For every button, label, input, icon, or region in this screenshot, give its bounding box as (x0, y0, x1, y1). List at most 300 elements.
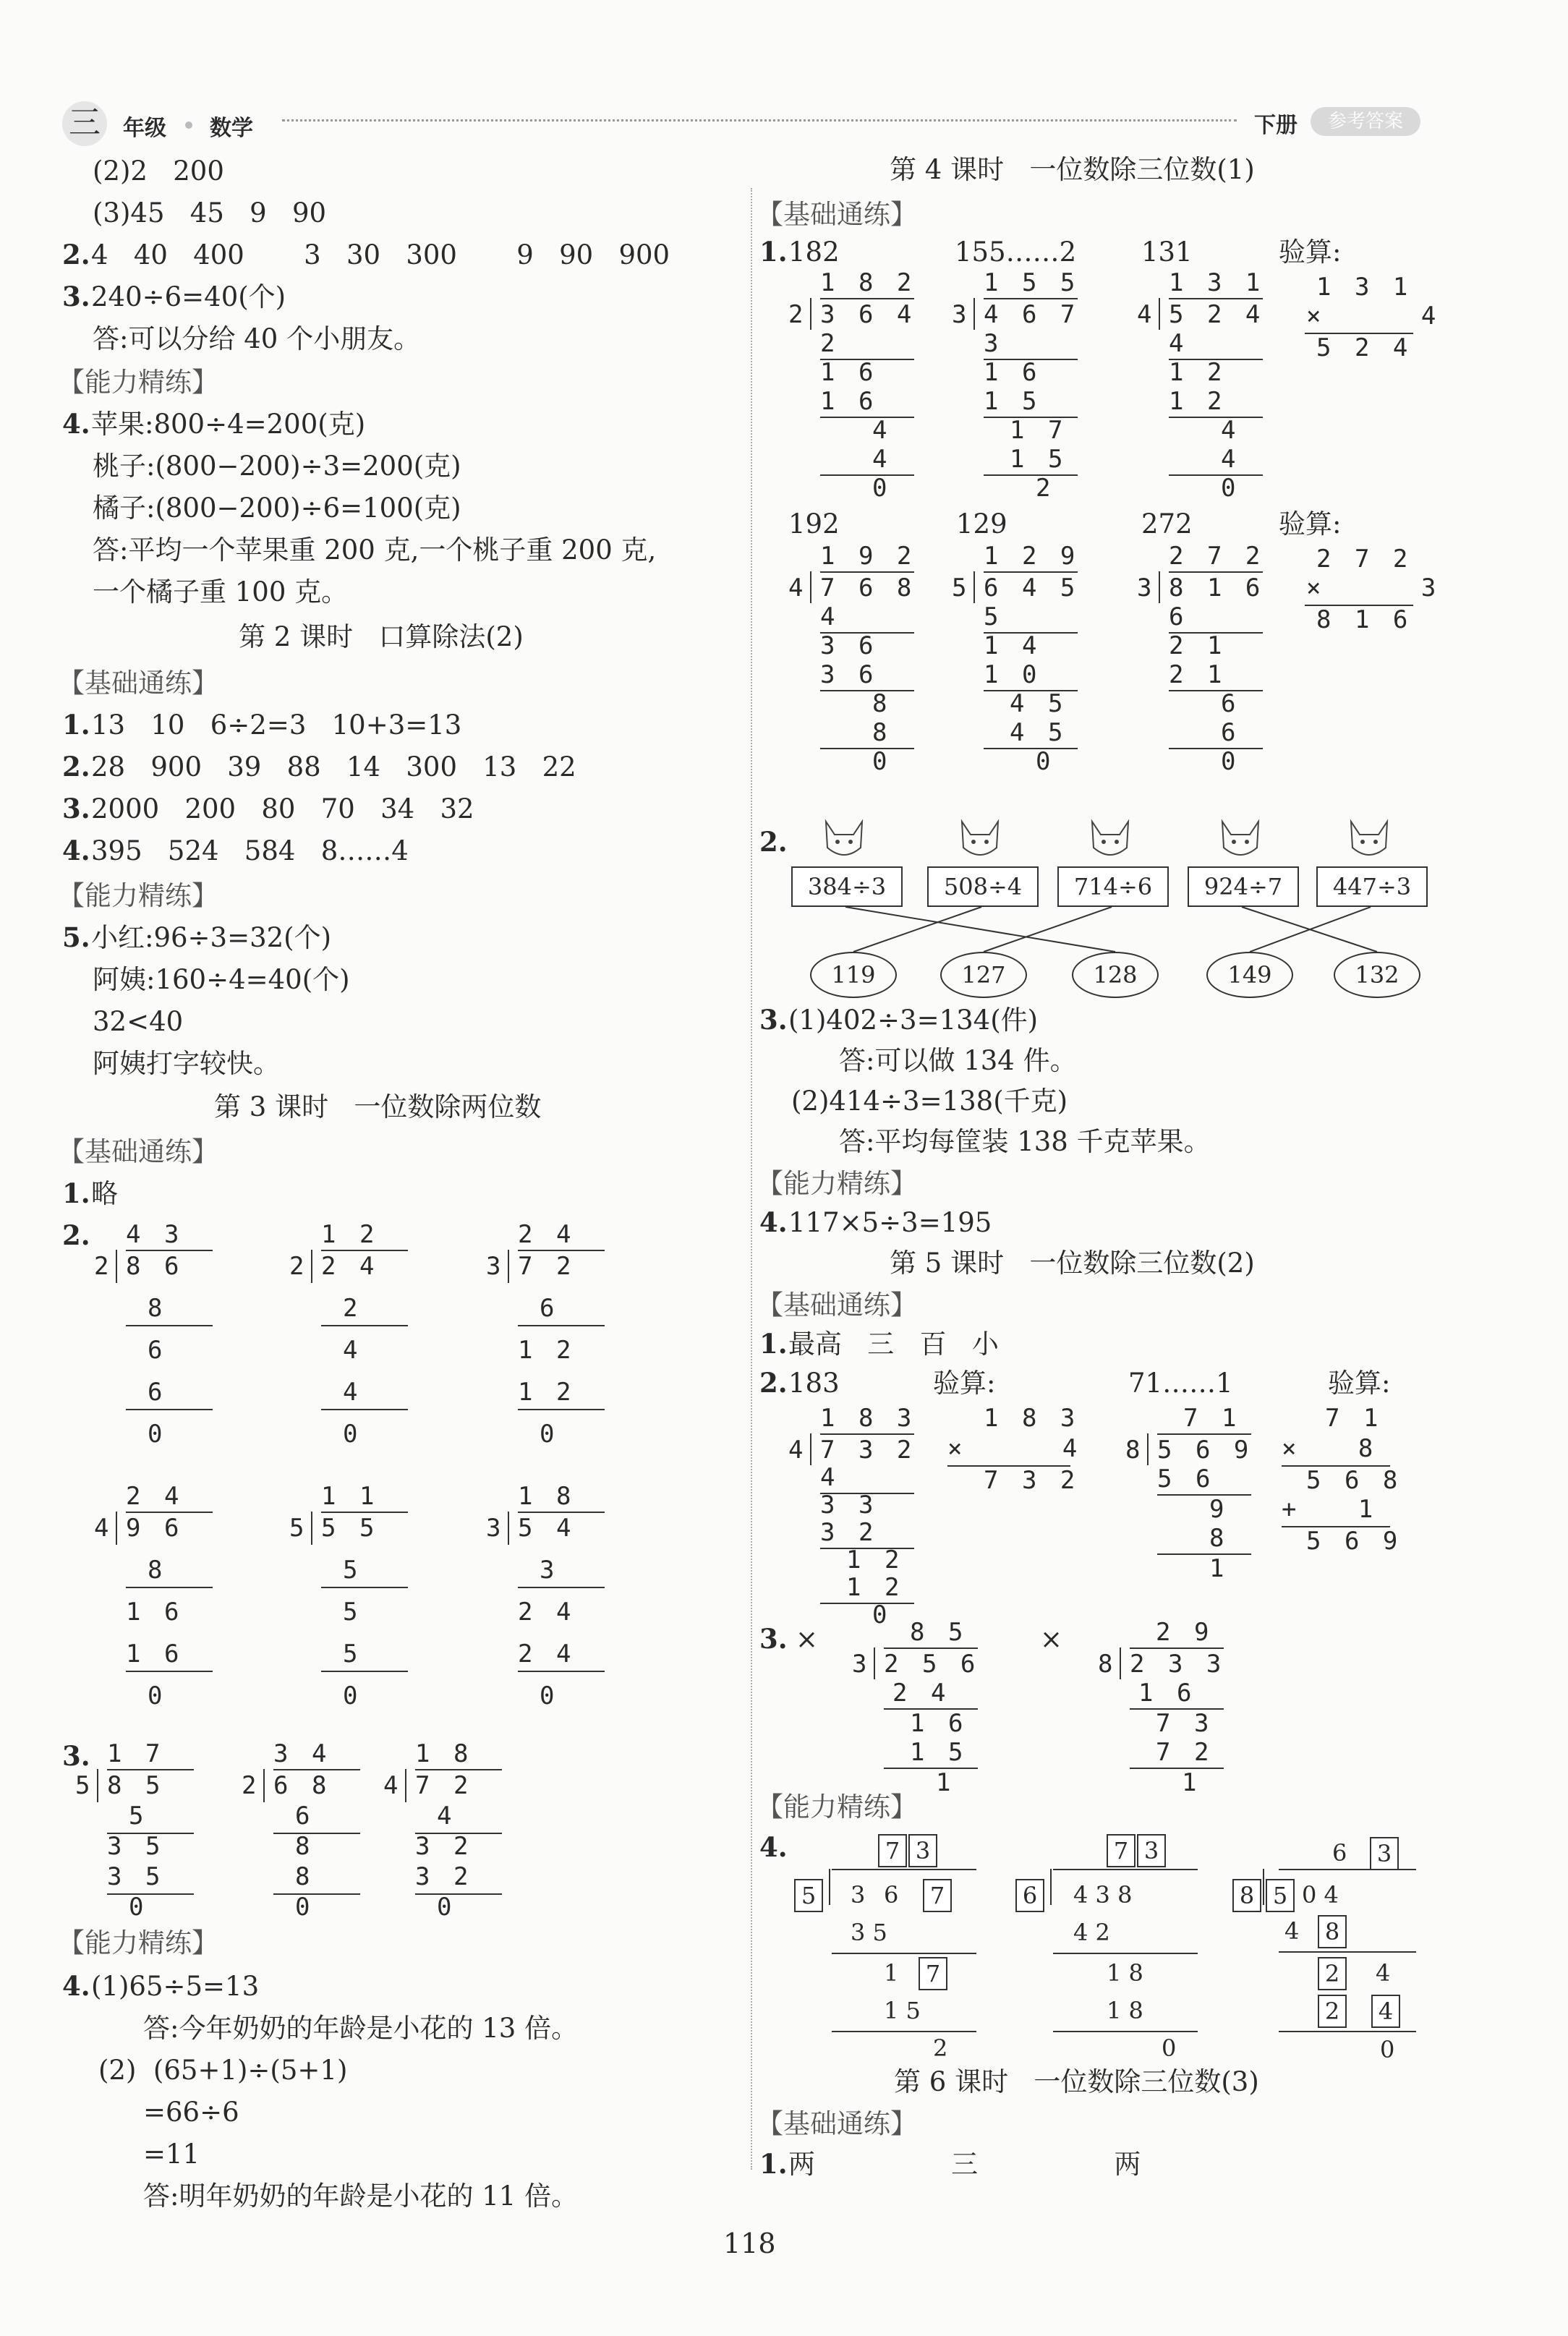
item-number: 2. (62, 1219, 90, 1251)
division-bracket (810, 1433, 811, 1465)
dividend: 4 6 7 (984, 300, 1080, 329)
answer-box: 6 (1015, 1879, 1044, 1912)
remainder: 0 (129, 1893, 148, 1922)
text-line: 最高 三 百 小 (788, 1329, 999, 1360)
quotient: 1 3 1 (1169, 268, 1265, 297)
item-number: 3. (759, 1004, 788, 1036)
divisor: 4 (788, 574, 808, 602)
quotient: 1 2 (321, 1220, 379, 1249)
partial-product: 1 4 (984, 631, 1041, 660)
text-line: 240÷6=40(个) (91, 281, 286, 312)
expression-box: 924÷7 (1188, 866, 1299, 907)
partial-product: 1 6 (1138, 1679, 1196, 1708)
partial-product: 3 2 (415, 1862, 473, 1891)
partial-product: 4 (872, 416, 892, 445)
partial-product: 5 6 (1157, 1465, 1215, 1493)
cross-mark: × (1040, 1624, 1063, 1655)
answer: 192 (788, 508, 840, 540)
partial-product: 0 (1036, 747, 1055, 776)
partial-product: 8 (295, 1862, 315, 1891)
digit: 0 (1380, 2036, 1395, 2063)
text-line: 阿姨:160÷4=40(个) (93, 964, 350, 995)
text-line: 395 524 584 8……4 (91, 835, 409, 866)
dividend: 5 2 4 (1169, 300, 1265, 329)
partial-product: 0 (872, 474, 892, 503)
answer: 155……2 (955, 236, 1077, 268)
subtraction-line (832, 1869, 976, 1870)
partial-product: 5 (129, 1802, 148, 1830)
remainder: 9 (1209, 1495, 1229, 1524)
divisor: 2 (788, 300, 808, 329)
result-oval: 132 (1334, 952, 1420, 998)
match-line (845, 907, 1115, 952)
division-bar (1130, 1647, 1224, 1649)
text-line: 答:可以分给 40 个小朋友。 (93, 323, 421, 354)
dividend: 2 4 (321, 1252, 379, 1281)
digit: 1 (884, 1959, 899, 1987)
subtraction-line (1053, 2031, 1198, 2032)
digit: 6 (884, 1881, 899, 1909)
subtraction-line (820, 1603, 914, 1604)
text-line: 答:今年奶奶的年龄是小花的 13 倍。 (143, 2013, 579, 2044)
remainder: 0 (148, 1681, 167, 1710)
divisor: 5 (289, 1514, 309, 1543)
item-number: 2. (759, 826, 788, 858)
digit: 4 3 8 (1073, 1881, 1133, 1909)
dividend: 7 6 8 (820, 574, 916, 602)
subtraction-line (1130, 1768, 1224, 1769)
dividend: 8 1 6 (1169, 574, 1265, 602)
quotient: 2 4 (126, 1482, 184, 1511)
partial-product: 1 6 (820, 358, 878, 387)
remainder: 3 2 (415, 1832, 473, 1861)
division-bar (884, 1647, 978, 1649)
lesson-title: 第 4 课时 一位数除三位数(1) (890, 154, 1255, 185)
partial-product: 8 (148, 1294, 167, 1323)
section-heading: 【能力精练】 (58, 367, 218, 398)
subtraction-line (832, 2031, 976, 2032)
grade-char: 三 (69, 104, 101, 141)
section-heading: 【能力精练】 (58, 1927, 218, 1958)
multiplicand: 2 7 2 (1316, 545, 1413, 574)
remainder: 6 (1221, 718, 1240, 747)
remainder: 0 (540, 1681, 559, 1710)
divisor: 2 (242, 1771, 261, 1800)
partial-product: 5 (984, 602, 1003, 631)
partial-product: 8 (148, 1556, 167, 1585)
remainder: 1 6 (820, 387, 878, 416)
expression-box: 508÷4 (927, 866, 1039, 907)
text-line: (2)414÷3=138(千克) (791, 1086, 1068, 1117)
text-line: 小红:96÷3=32(个) (91, 922, 332, 953)
remainder: 1 (1209, 1554, 1229, 1583)
subject-label: 数学 (210, 116, 253, 141)
partial-product: 3 3 (820, 1491, 878, 1519)
partial-product: 7 2 (1156, 1738, 1214, 1767)
verify-label: 验算: (1279, 236, 1342, 268)
digit: 1 8 (1107, 1997, 1143, 2024)
answer-box: 3 (1137, 1834, 1166, 1867)
quotient: 2 7 2 (1169, 542, 1265, 571)
text-line: (2) (65+1)÷(5+1) (98, 2055, 348, 2086)
remainder: 0 (540, 1420, 559, 1449)
partial-product: 5 (343, 1640, 362, 1668)
item-number: 1. (759, 1328, 788, 1360)
partial-product: 3 (984, 329, 1003, 358)
partial-product: 4 (820, 602, 840, 631)
answer-box: 8 (1318, 1915, 1347, 1948)
partial-product: 6 (1221, 689, 1240, 718)
partial-product: 4 (1169, 329, 1188, 358)
result-oval: 149 (1206, 952, 1293, 998)
remainder: 1 (936, 1768, 955, 1797)
division-bracket (1120, 1647, 1121, 1679)
digit: 0 4 (1302, 1881, 1339, 1909)
cross-mark: × (796, 1624, 819, 1655)
digit: 4 2 (1073, 1919, 1110, 1946)
answer-box: 5 (1266, 1879, 1295, 1912)
remainder: 8 (295, 1832, 315, 1861)
section-heading: 【基础通练】 (757, 2108, 917, 2139)
remainder: 0 (295, 1893, 315, 1922)
quotient: 2 9 (1156, 1618, 1214, 1647)
text-line: 13 10 6÷2=3 10+3=13 (91, 709, 462, 741)
text-line: 橘子:(800−200)÷6=100(克) (93, 493, 461, 524)
divisor: 3 (952, 300, 971, 329)
remainder: 2 1 (1169, 660, 1227, 689)
partial-product: 6 (148, 1378, 167, 1407)
dividend: 7 2 (518, 1252, 576, 1281)
subtraction-line (1053, 1869, 1198, 1870)
remainder: 3 6 (820, 660, 878, 689)
grade-label: 年级 (123, 116, 166, 141)
answer: 272 (1141, 508, 1193, 540)
item-number: 1. (759, 236, 788, 268)
text-line: 一个橘子重 100 克。 (93, 576, 349, 608)
text-line: 32<40 (93, 1006, 184, 1037)
partial-product: 0 (1221, 474, 1240, 503)
lesson-title: 第 3 课时 一位数除两位数 (214, 1091, 542, 1122)
subtraction-line (1279, 1869, 1416, 1870)
lesson-title: 第 2 课时 口算除法(2) (239, 621, 524, 652)
text-line: 答:平均每筐装 138 千克苹果。 (839, 1126, 1211, 1157)
partial-product: 0 (872, 1600, 892, 1629)
multiplier: × 3 (1306, 574, 1441, 602)
digit: 4 (1376, 1959, 1391, 1987)
remainder: 1 5 (1010, 445, 1068, 474)
division-bracket (829, 1869, 830, 1905)
answer: 131 (1141, 236, 1193, 268)
division-bar (1157, 1433, 1251, 1435)
divisor: 8 (1125, 1436, 1145, 1465)
section-heading: 【基础通练】 (757, 199, 917, 230)
match-line (1250, 907, 1371, 952)
section-heading: 【能力精练】 (757, 1168, 917, 1199)
partial-product: 5 (343, 1556, 362, 1585)
text-line: 答:可以做 134 件。 (839, 1045, 1077, 1076)
dividend: 8 5 (107, 1771, 165, 1800)
division-bracket (1147, 1433, 1149, 1465)
dividend: 2 3 3 (1130, 1650, 1226, 1679)
multiplier: × 8 (1282, 1434, 1378, 1463)
divisor: 4 (383, 1771, 403, 1800)
subtraction-line (1157, 1553, 1251, 1555)
partial-product: 4 5 (1010, 689, 1068, 718)
dividend: 6 4 5 (984, 574, 1080, 602)
text-line: 苹果:800÷4=200(克) (91, 409, 366, 440)
division-bracket (1263, 1869, 1264, 1905)
answer-box: 7 (1107, 1834, 1135, 1867)
text-line: 两 三 两 (788, 2149, 1141, 2180)
dividend: 6 8 (273, 1771, 331, 1800)
partial-product: 3 6 (820, 631, 878, 660)
quotient: 8 5 (910, 1618, 968, 1647)
remainder: 1 6 (910, 1709, 968, 1738)
partial-product: 2 4 (518, 1640, 576, 1668)
answer-box: 7 (919, 1957, 947, 1990)
dividend: 5 5 (321, 1514, 379, 1543)
partial-product: 1 2 (518, 1378, 576, 1407)
item-number: 3. (62, 793, 90, 824)
partial-product: 4 (343, 1378, 362, 1407)
partial-product: 6 (540, 1294, 559, 1323)
text-line: (1)65÷5=13 (91, 1971, 260, 2002)
divisor: 3 (486, 1252, 506, 1281)
text-line: 28 900 39 88 14 300 13 22 (91, 751, 576, 783)
section-heading: 【基础通练】 (757, 1290, 917, 1321)
digit: 6 (1332, 1839, 1347, 1867)
partial-product: 3 (540, 1556, 559, 1585)
answer-box: 7 (923, 1879, 952, 1912)
quotient: 1 8 (415, 1739, 473, 1768)
quotient: 1 5 5 (984, 268, 1080, 297)
divisor: 2 (289, 1252, 309, 1281)
divisor: 3 (1137, 574, 1156, 602)
answer-box: 3 (908, 1834, 937, 1867)
partial-product: 2 (343, 1294, 362, 1323)
item-number: 3. (62, 281, 90, 312)
item-number: 1. (62, 709, 90, 741)
item-number: 4. (62, 1970, 90, 2002)
answer-box: 4 (1371, 1995, 1400, 2028)
divisor: 4 (94, 1514, 114, 1543)
quotient: 1 9 2 (820, 542, 916, 571)
subtraction-line (832, 1953, 976, 1954)
digit: 3 (851, 1881, 866, 1909)
divisor: 5 (75, 1771, 95, 1800)
partial-product: 1 7 (1010, 416, 1068, 445)
item-number: 3. (62, 1740, 90, 1772)
remainder: 1 6 (126, 1598, 184, 1627)
text-line: 答:明年奶奶的年龄是小花的 11 倍。 (143, 2181, 579, 2212)
text-line: (3)45 45 9 90 (93, 197, 327, 229)
answer-box: 2 (1318, 1957, 1347, 1990)
partial-product: 1 5 (910, 1738, 968, 1767)
partial-product: 0 (872, 747, 892, 776)
dividend: 7 2 (415, 1771, 473, 1800)
item-number: 2. (62, 751, 90, 783)
digit: 1 5 (884, 1997, 921, 2024)
text-line: (1)402÷3=134(件) (788, 1005, 1039, 1036)
answer-badge: 参考答案 (1311, 107, 1420, 136)
division-bar (820, 1433, 914, 1435)
subtraction-line (884, 1768, 978, 1769)
section-heading: 【基础通练】 (58, 668, 218, 699)
partial-product: 4 (437, 1802, 456, 1830)
product: 8 1 6 (1316, 605, 1413, 634)
section-heading: 【基础通练】 (58, 1136, 218, 1167)
result-oval: 127 (940, 952, 1027, 998)
page-number: 118 (723, 2228, 776, 2259)
division-bracket (1050, 1869, 1052, 1905)
remainder: 1 2 (846, 1573, 904, 1602)
answer: 182 (788, 236, 840, 268)
multiplier: × 4 (947, 1434, 1082, 1463)
remainder: 0 (148, 1420, 167, 1449)
answer: 183 (788, 1368, 840, 1399)
partial-product: 1 2 (1169, 358, 1227, 387)
multiplicand: 1 3 1 (1316, 273, 1413, 302)
item-number: 4. (62, 835, 90, 866)
multiplicand: 7 1 (1325, 1404, 1383, 1433)
expression-box: 714÷6 (1057, 866, 1169, 907)
remainder: 4 (343, 1336, 362, 1365)
digit: 4 (1284, 1917, 1300, 1945)
divisor: 2 (94, 1252, 114, 1281)
quotient: 7 1 (1183, 1404, 1241, 1433)
verify-label: 验算: (1328, 1368, 1391, 1399)
text-line: 略 (91, 1178, 118, 1209)
verify-label: 验算: (933, 1368, 996, 1399)
product: 5 6 8 (1306, 1466, 1402, 1495)
remainder: 4 (872, 445, 892, 474)
remainder: 1 2 (518, 1336, 576, 1365)
text-line: 4 40 400 3 30 300 9 90 900 (91, 239, 670, 270)
divisor: 3 (852, 1650, 872, 1679)
partial-product: 4 (820, 1463, 840, 1492)
partial-product: 6 (295, 1802, 315, 1830)
dividend: 7 3 2 (820, 1436, 916, 1465)
divisor: 4 (1137, 300, 1156, 329)
partial-product: 3 5 (107, 1862, 165, 1891)
multiplier: × 4 (1306, 302, 1441, 331)
divisor: 5 (952, 574, 971, 602)
quotient: 4 3 (126, 1220, 184, 1249)
answer-box: 2 (1318, 1995, 1347, 2028)
answer-box: 7 (878, 1834, 907, 1867)
addend: + 1 (1282, 1495, 1378, 1524)
text-line: 2000 200 80 70 34 32 (91, 793, 474, 824)
verify-label: 验算: (1279, 508, 1342, 540)
expression-box: 384÷3 (791, 866, 903, 907)
partial-product: 2 4 (892, 1679, 950, 1708)
partial-product: 8 (872, 689, 892, 718)
subtraction-line (1279, 1951, 1416, 1953)
remainder: 6 (148, 1336, 167, 1365)
text-line: 117×5÷3=195 (788, 1207, 992, 1238)
division-bracket (874, 1647, 875, 1679)
dividend: 5 4 (518, 1514, 576, 1543)
divisor: 4 (788, 1436, 808, 1465)
quotient: 1 8 3 (820, 1404, 916, 1433)
dividend: 3 6 4 (820, 300, 916, 329)
quotient: 1 2 9 (984, 542, 1080, 571)
partial-product: 8 (1209, 1524, 1229, 1553)
partial-product: 2 1 (1169, 631, 1227, 660)
text-line: 阿姨打字较快。 (93, 1048, 280, 1079)
text-line: (2)2 200 (93, 155, 224, 187)
dividend: 2 5 6 (884, 1650, 980, 1679)
result-oval: 119 (810, 952, 897, 998)
remainder: 3 5 (107, 1832, 165, 1861)
match-line (984, 907, 1112, 952)
answer-box: 5 (794, 1879, 823, 1912)
remainder: 1 0 (984, 660, 1041, 689)
subtraction-line (1279, 2031, 1416, 2032)
section-heading: 【能力精练】 (757, 1791, 917, 1823)
quotient: 2 4 (518, 1220, 576, 1249)
remainder: 3 2 (820, 1518, 878, 1547)
partial-product: 1 2 (846, 1546, 904, 1574)
item-number: 4. (759, 1831, 788, 1863)
lesson-title: 第 5 课时 一位数除三位数(2) (890, 1248, 1255, 1279)
item-number: 4. (62, 408, 90, 440)
remainder: 0 (437, 1893, 456, 1922)
item-number: 1. (62, 1177, 90, 1209)
partial-product: 1 6 (126, 1640, 184, 1668)
lesson-title: 第 6 课时 一位数除三位数(3) (894, 2066, 1259, 2097)
remainder: 7 3 (1156, 1709, 1214, 1738)
subtraction-line (1053, 1953, 1198, 1954)
digit: 1 8 (1107, 1959, 1143, 1987)
sum: 5 6 9 (1306, 1527, 1402, 1556)
text-line: =66÷6 (143, 2097, 239, 2128)
divisor: 8 (1098, 1650, 1117, 1679)
remainder: 0 (343, 1420, 362, 1449)
divisor: 3 (486, 1514, 506, 1543)
partial-product: 2 (1036, 474, 1055, 503)
item-number: 5. (62, 921, 90, 953)
remainder: 1 (1182, 1768, 1201, 1797)
item-number: 2. (62, 239, 90, 270)
multiplicand: 1 8 3 (984, 1404, 1080, 1433)
digit: 3 5 (851, 1919, 887, 1946)
text-line: =11 (143, 2139, 200, 2170)
remainder: 2 4 (518, 1598, 576, 1627)
item-number: 1. (759, 2148, 788, 2180)
text-line: 桃子:(800−200)÷3=200(克) (93, 451, 461, 482)
partial-product: 6 (1169, 602, 1188, 631)
quotient: 1 1 (321, 1482, 379, 1511)
dividend: 9 6 (126, 1514, 184, 1543)
subtraction-line (1157, 1494, 1251, 1496)
remainder: 4 5 (1010, 718, 1068, 747)
remainder: 4 (1221, 445, 1240, 474)
quotient: 1 8 2 (820, 268, 916, 297)
volume-label: 下册 (1254, 113, 1298, 138)
remainder: 0 (343, 1681, 362, 1710)
text-line: 答:平均一个苹果重 200 克,一个桃子重 200 克, (93, 534, 657, 566)
answer-box: 8 (1232, 1879, 1261, 1912)
expression-box: 447÷3 (1316, 866, 1428, 907)
partial-product: 1 6 (984, 358, 1041, 387)
remainder: 1 5 (984, 387, 1041, 416)
item-number: 2. (759, 1367, 788, 1399)
item-number: 4. (759, 1206, 788, 1238)
quotient: 1 8 (518, 1482, 576, 1511)
partial-product: 0 (1221, 747, 1240, 776)
digit: 0 (1162, 2034, 1177, 2062)
